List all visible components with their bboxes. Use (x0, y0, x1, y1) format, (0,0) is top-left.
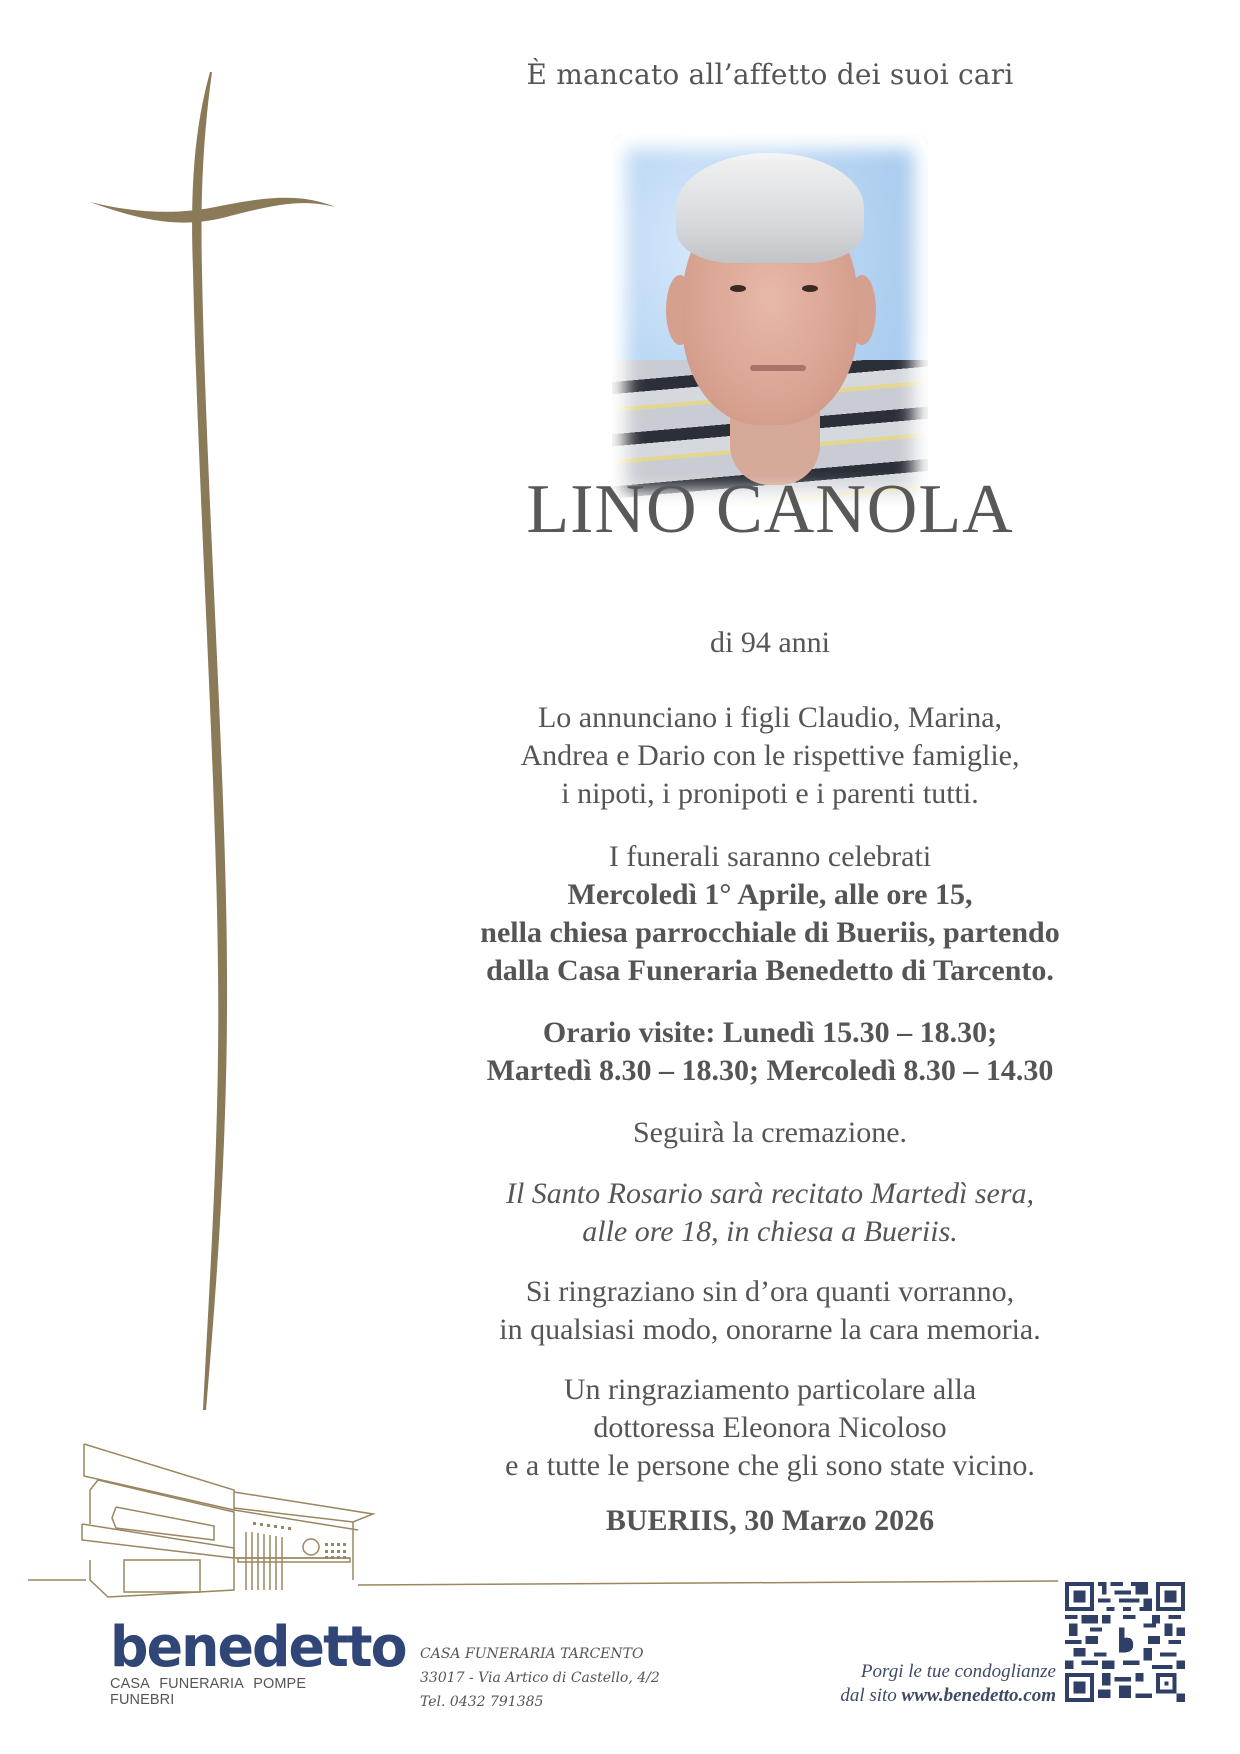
place-date: BUERIIS, 30 Marzo 2026 (605, 1504, 935, 1537)
logo-wordmark: benedetto (110, 1615, 406, 1680)
special-thanks-line: Un ringraziamento particolare alla (563, 1373, 977, 1406)
address-line: 33017 - Via Artico di Castello, 4/2 (420, 1670, 660, 1686)
cross-icon (90, 70, 350, 1410)
rosary-line: Il Santo Rosario sarà recitato Martedì sera, (505, 1177, 1035, 1210)
funeral-home-address (420, 1642, 680, 1714)
condolences-line: Porgi le tue condoglianze (860, 1661, 1056, 1682)
benedetto-logo (110, 1615, 406, 1708)
condolences-note (786, 1660, 1056, 1708)
cremation-note: Seguirà la cremazione. (632, 1116, 908, 1149)
special-thanks-line: dottoressa Eleonora Nicoloso (593, 1411, 947, 1444)
rosary-note (420, 1175, 1120, 1251)
announcement (420, 699, 1120, 813)
address-phone: Tel. 0432 791385 (420, 1694, 544, 1710)
special-thanks (420, 1371, 1120, 1485)
announcement-line: Andrea e Dario con le rispettive famiglie, (520, 739, 1020, 772)
visiting-hours-line: Martedì 8.30 – 18.30; Mercoledì 8.30 – 14.30 (486, 1054, 1054, 1087)
thanks-note (420, 1273, 1120, 1349)
special-thanks-line: e a tutte le persone che gli sono state vicino. (505, 1449, 1035, 1482)
funeral-details (420, 838, 1120, 990)
announcement-line: Lo annunciano i figli Claudio, Marina, (537, 701, 1003, 734)
website-link[interactable]: www.benedetto.com (901, 1685, 1056, 1706)
thanks-line: in qualsiasi modo, onorarne la cara memoria. (499, 1313, 1041, 1346)
address-line: CASA FUNERARIA TARCENTO (420, 1646, 644, 1662)
deceased-name: LINO CANOLA (526, 471, 1014, 548)
funeral-intro: I funerali saranno celebrati (608, 840, 932, 873)
announcement-line: i nipoti, i pronipoti e i parenti tutti. (561, 777, 979, 810)
portrait-photo (612, 135, 928, 505)
thanks-line: Si ringraziano sin d’ora quanti vorranno, (525, 1275, 1015, 1308)
visiting-hours (420, 1014, 1120, 1090)
funeral-detail-line: dalla Casa Funeraria Benedetto di Tarcento. (486, 954, 1054, 987)
logo-subtitle: CASA FUNERARIA POMPE FUNEBRI (110, 1676, 307, 1708)
funeral-detail-line: nella chiesa parrocchiale di Bueriis, partendo (480, 916, 1060, 949)
funeral-detail-line: Mercoledì 1° Aprile, alle ore 15, (567, 878, 973, 911)
condolences-prefix: dal sito (840, 1685, 902, 1706)
rosary-line: alle ore 18, in chiesa a Bueriis. (582, 1215, 958, 1248)
visiting-hours-line: Orario visite: Lunedì 15.30 – 18.30; (542, 1016, 998, 1049)
deceased-age: di 94 anni (710, 626, 830, 659)
qr-code-icon[interactable] (1065, 1582, 1185, 1702)
intro-line: È mancato all’affetto dei suoi cari (526, 58, 1014, 91)
